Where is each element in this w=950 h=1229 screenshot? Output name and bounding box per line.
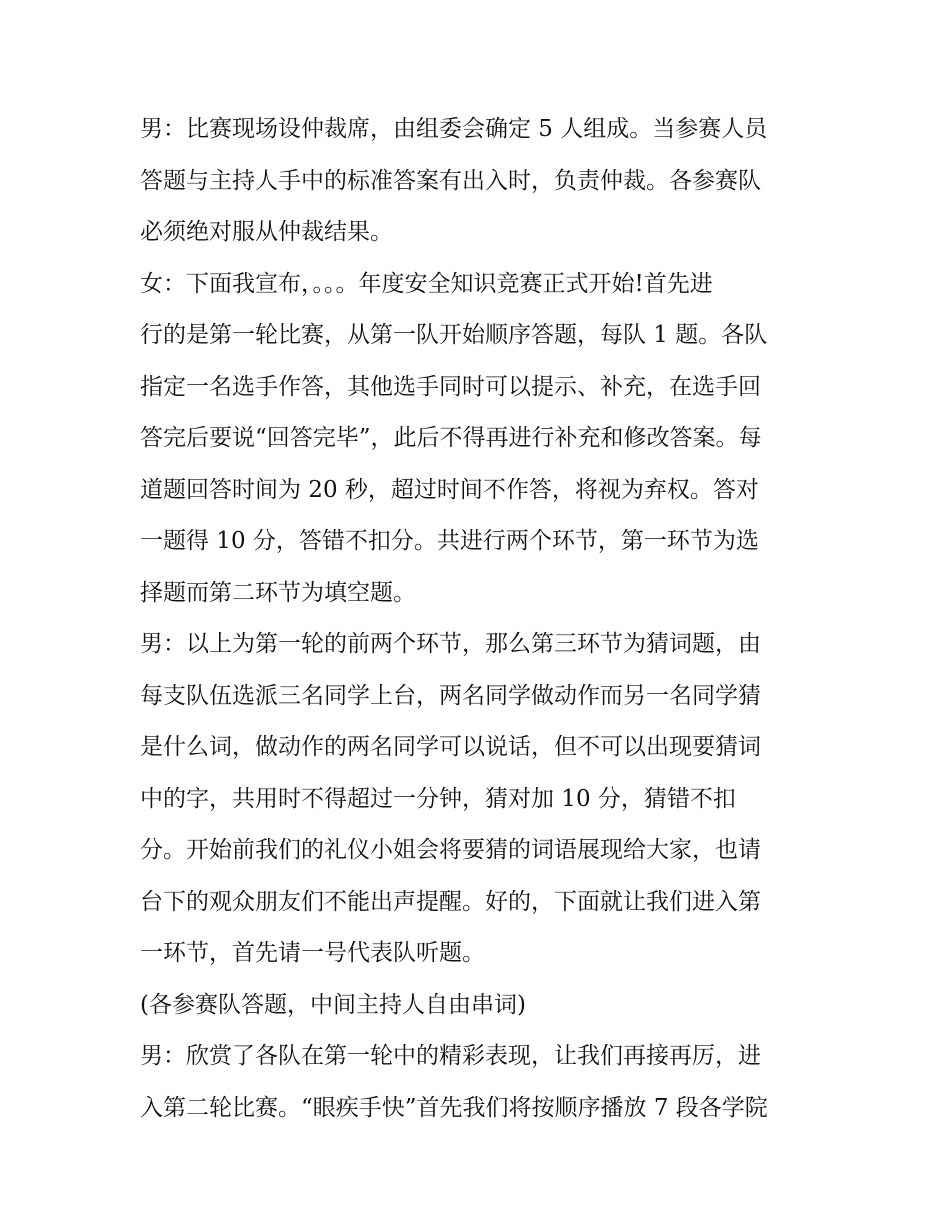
text-line-3: 必须绝对服从仲裁结果。: [140, 219, 393, 245]
text-line-5: 行的是第一轮比赛，从第一队开始顺序答题，每队 1 题。各队: [140, 322, 768, 348]
text-line-1: 男：比赛现场设仲裁席，由组委会确定 5 人组成。当参赛人员: [140, 116, 768, 142]
text-line-15: 分。开始前我们的礼仪小姐会将要猜的词语展现给大家，也请: [140, 837, 761, 863]
text-line-18: (各参赛队答题，中间主持人自由串词): [140, 992, 526, 1018]
text-line-19: 男：欣赏了各队在第一轮中的精彩表现，让我们再接再厉，进: [140, 1043, 761, 1069]
text-line-16: 台下的观众朋友们不能出声提醒。好的，下面就让我们进入第: [140, 889, 761, 915]
text-line-14: 中的字，共用时不得超过一分钟，猜对加 10 分，猜错不扣: [140, 786, 736, 812]
text-line-17: 一环节，首先请一号代表队听题。: [140, 940, 485, 966]
text-line-4: 女：下面我宣布，。。。年度安全知识竞赛正式开始!首先进: [140, 271, 713, 297]
text-line-2: 答题与主持人手中的标准答案有出入时，负责仲裁。各参赛队: [140, 168, 761, 194]
text-line-12: 每支队伍选派三名同学上台，两名同学做动作而另一名同学猜: [140, 683, 761, 709]
text-line-11: 男：以上为第一轮的前两个环节，那么第三环节为猜词题，由: [140, 631, 761, 657]
text-line-7: 答完后要说“回答完毕”，此后不得再进行补充和修改答案。每: [140, 425, 762, 451]
text-line-9: 一题得 10 分，答错不扣分。共进行两个环节，第一环节为选: [140, 528, 759, 554]
text-line-8: 道题回答时间为 20 秒，超过时间不作答，将视为弃权。答对: [140, 477, 759, 503]
text-line-20: 入第二轮比赛。“眼疾手快”首先我们将按顺序播放 7 段各学院: [140, 1095, 768, 1121]
text-line-10: 择题而第二环节为填空题。: [140, 580, 416, 606]
text-line-6: 指定一名选手作答，其他选手同时可以提示、补充，在选手回: [140, 374, 761, 400]
text-line-13: 是什么词，做动作的两名同学可以说话，但不可以出现要猜词: [140, 734, 761, 760]
